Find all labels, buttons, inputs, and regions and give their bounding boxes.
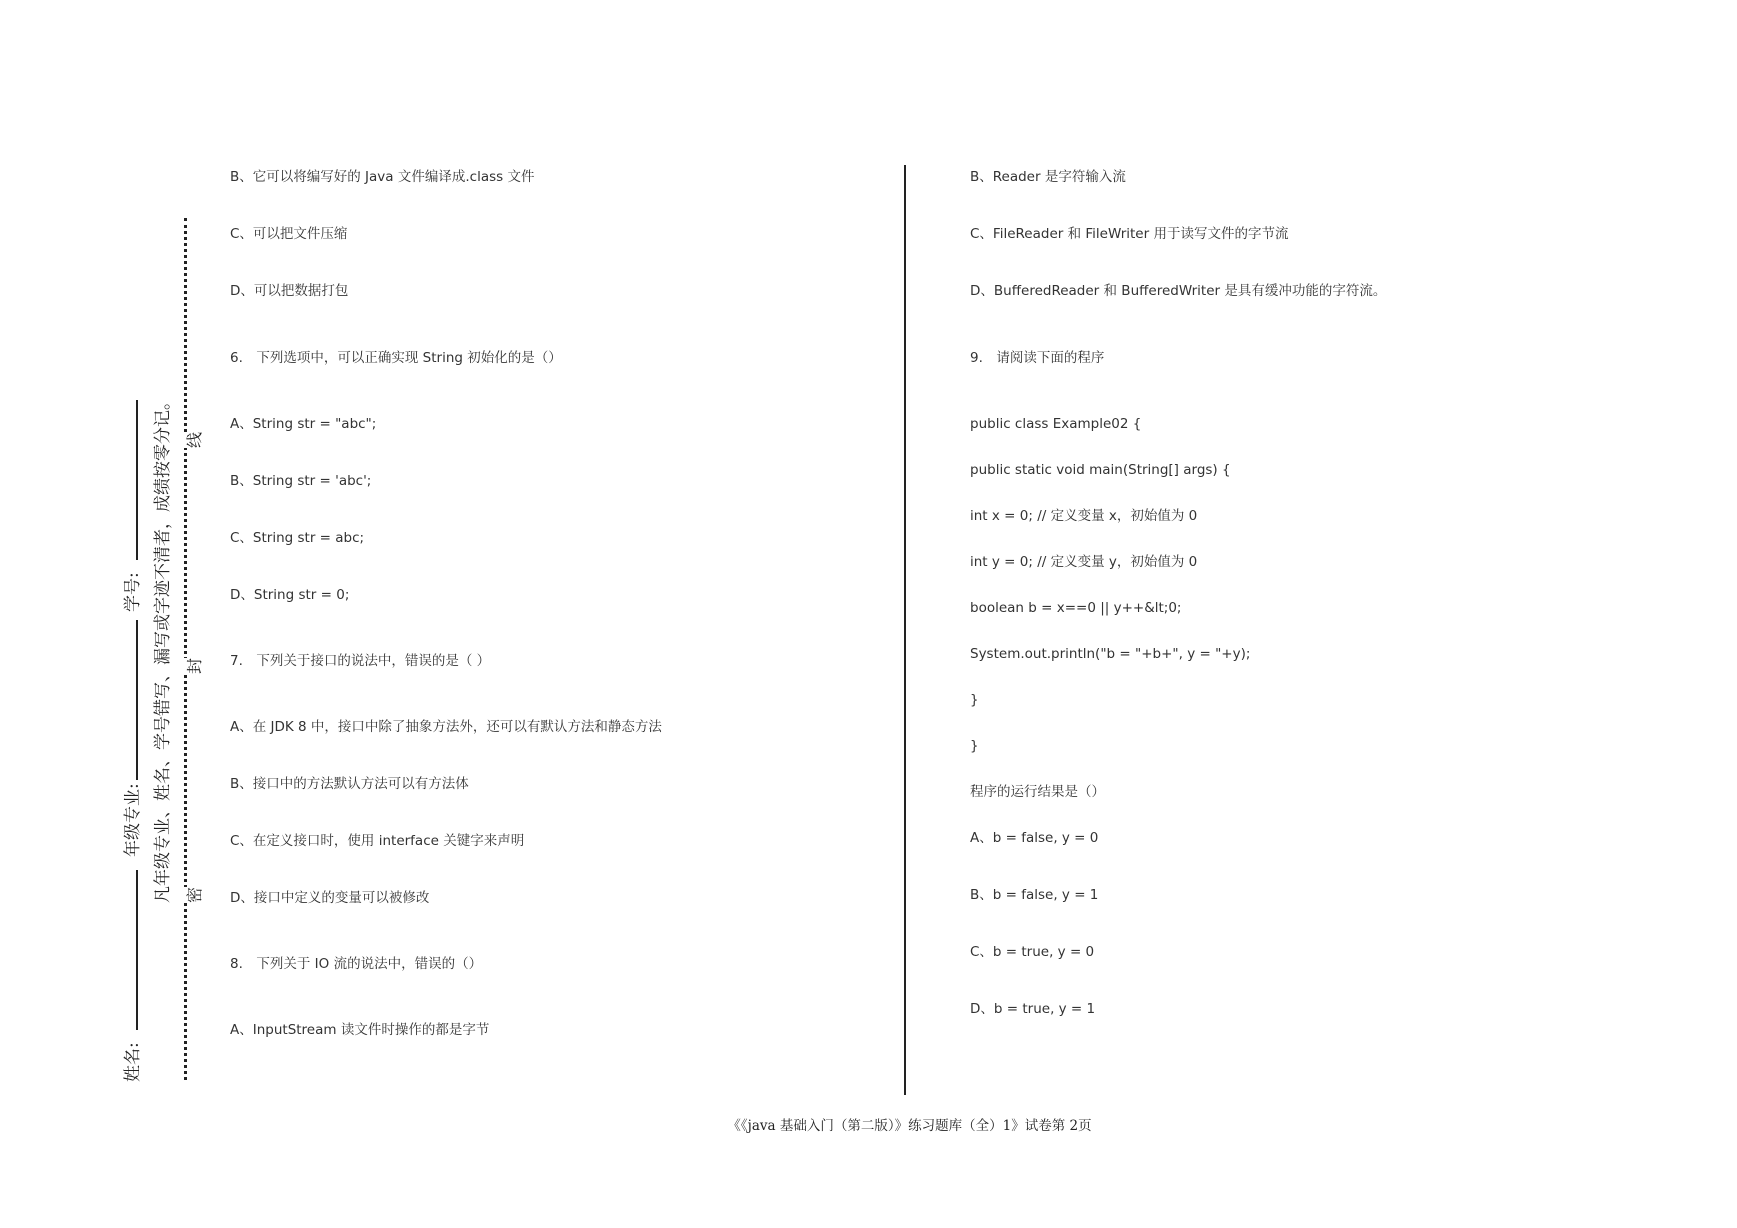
name-label: 姓名: bbox=[123, 1042, 143, 1082]
q9-prompt: 程序的运行结果是（） bbox=[970, 784, 1105, 800]
q7-stem: 7. 下列关于接口的说法中，错误的是（ ） bbox=[230, 653, 491, 669]
seal-mi: 密 bbox=[180, 887, 207, 903]
q7-option-a: A、在 JDK 8 中，接口中除了抽象方法外，还可以有默认方法和静态方法 bbox=[230, 719, 662, 735]
code-line: int x = 0; // 定义变量 x，初始值为 0 bbox=[970, 508, 1198, 524]
q6-option-a: A、String str = "abc"; bbox=[230, 416, 377, 432]
code-line: boolean b = x==0 || y++&lt;0; bbox=[970, 600, 1182, 616]
q8-option-c: C、FileReader 和 FileWriter 用于读写文件的字节流 bbox=[970, 226, 1289, 242]
q9-option-d: D、b = true, y = 1 bbox=[970, 1001, 1096, 1017]
q6-option-b: B、String str = 'abc'; bbox=[230, 473, 372, 489]
q5-option-b: B、它可以将编写好的 Java 文件编译成.class 文件 bbox=[230, 169, 535, 185]
student-id-label: 学号: bbox=[123, 572, 143, 612]
q8-option-b: B、Reader 是字符输入流 bbox=[970, 169, 1126, 185]
q8-stem: 8. 下列关于 IO 流的说法中，错误的（） bbox=[230, 956, 483, 972]
code-line: } bbox=[970, 738, 979, 754]
seal-xian: 线 bbox=[180, 432, 207, 448]
q8-option-d: D、BufferedReader 和 BufferedWriter 是具有缓冲功能的字符流。 bbox=[970, 283, 1387, 299]
seal-feng: 封 bbox=[180, 658, 207, 674]
grade-major-underline bbox=[136, 620, 138, 780]
q9-option-c: C、b = true, y = 0 bbox=[970, 944, 1095, 960]
q9-option-a: A、b = false, y = 0 bbox=[970, 830, 1099, 846]
code-line: public static void main(String[] args) { bbox=[970, 462, 1231, 478]
q5-option-c: C、可以把文件压缩 bbox=[230, 226, 348, 242]
page-footer: 《《java 基础入门（第二版）》练习题库（全）1》试卷第 2页 bbox=[727, 1118, 1092, 1134]
code-line: System.out.println("b = "+b+", y = "+y); bbox=[970, 646, 1251, 662]
q8-option-a: A、InputStream 读文件时操作的都是字节 bbox=[230, 1022, 490, 1038]
seal-dotted-line bbox=[184, 218, 187, 1080]
q7-option-d: D、接口中定义的变量可以被修改 bbox=[230, 890, 430, 906]
code-line: } bbox=[970, 692, 979, 708]
name-underline bbox=[136, 870, 138, 1030]
binding-notice: 凡年级专业、姓名、学号错写、漏写或字迹不清者，成绩按零分记。 bbox=[153, 393, 173, 903]
q6-stem: 6. 下列选项中，可以正确实现 String 初始化的是（） bbox=[230, 350, 562, 366]
q9-stem: 9. 请阅读下面的程序 bbox=[970, 350, 1105, 366]
student-id-underline bbox=[136, 400, 138, 560]
q6-option-d: D、String str = 0; bbox=[230, 587, 350, 603]
q7-option-c: C、在定义接口时，使用 interface 关键字来声明 bbox=[230, 833, 525, 849]
q5-option-d: D、可以把数据打包 bbox=[230, 283, 349, 299]
q6-option-c: C、String str = abc; bbox=[230, 530, 365, 546]
column-divider bbox=[904, 165, 906, 1095]
q7-option-b: B、接口中的方法默认方法可以有方法体 bbox=[230, 776, 469, 792]
code-line: int y = 0; // 定义变量 y，初始值为 0 bbox=[970, 554, 1198, 570]
grade-major-label: 年级专业: bbox=[123, 783, 143, 857]
code-line: public class Example02 { bbox=[970, 416, 1142, 432]
q9-option-b: B、b = false, y = 1 bbox=[970, 887, 1099, 903]
